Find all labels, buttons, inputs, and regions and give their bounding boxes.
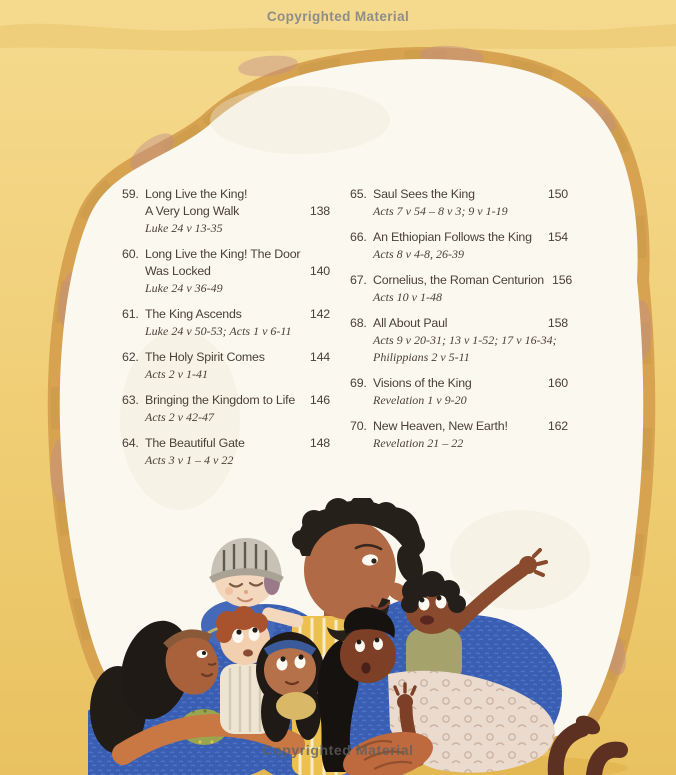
entry-scripture-reference: Acts 2 v 1-41 (145, 367, 208, 381)
entry-page-number: 162 (547, 419, 568, 433)
entry-scripture-reference: Acts 3 v 1 – 4 v 22 (145, 453, 234, 467)
entry-title-line (122, 186, 330, 203)
entry-number: 70. (350, 419, 367, 433)
entry-page-number: 158 (547, 316, 568, 330)
toc-entry-60 (122, 246, 330, 297)
entry-page-number: 154 (547, 230, 568, 244)
entry-scripture-reference: Acts 2 v 42-47 (145, 410, 214, 424)
entry-title-line (350, 186, 568, 203)
toc-left-column (122, 186, 330, 478)
entry-title: The King Ascends (145, 307, 242, 321)
entry-title-line (122, 349, 330, 366)
toc-entry-62 (122, 349, 330, 383)
entry-scripture-reference: Revelation 21 – 22 (373, 436, 464, 450)
entry-page-number: 146 (309, 393, 330, 407)
entry-title-line (350, 375, 568, 392)
toc-entry-65 (350, 186, 568, 220)
entry-page-number: 150 (547, 187, 568, 201)
entry-title: Long Live the King! The Door (145, 247, 301, 261)
entry-title-line (122, 263, 330, 280)
entry-page-number: 142 (309, 307, 330, 321)
entry-scripture-reference: Luke 24 v 36-49 (145, 281, 223, 295)
entry-page-number: 144 (309, 350, 330, 364)
entry-number: 63. (122, 393, 139, 407)
entry-title: Was Locked (145, 264, 211, 278)
entry-number: 62. (122, 350, 139, 364)
toc-entry-66 (350, 229, 568, 263)
entry-title-line (122, 246, 330, 263)
entry-scripture-reference: Luke 24 v 50-53; Acts 1 v 6-11 (145, 324, 292, 338)
copyright-watermark-top: Copyrighted Material (266, 9, 410, 24)
entry-scripture-reference: Revelation 1 v 9-20 (373, 393, 467, 407)
entry-page-number: 148 (309, 436, 330, 450)
entry-title-line (122, 392, 330, 409)
entry-number: 61. (122, 307, 139, 321)
entry-title-line (350, 315, 568, 332)
entry-scripture-reference: Luke 24 v 13-35 (145, 221, 223, 235)
man-hugging-children-illustration (88, 498, 663, 775)
entry-title: All About Paul (373, 316, 448, 330)
toc-right-column (350, 186, 573, 478)
entry-title: Long Live the King! (145, 187, 248, 201)
table-of-contents (122, 186, 573, 478)
entry-page-number: 138 (309, 204, 330, 218)
entry-title-line (122, 203, 330, 220)
entry-title-line (350, 418, 568, 435)
entry-number: 67. (350, 273, 367, 287)
entry-title: A Very Long Walk (145, 204, 240, 218)
entry-scripture-reference: Philippians 2 v 5-11 (373, 350, 470, 364)
toc-entry-59 (122, 186, 330, 237)
entry-scripture-reference: Acts 7 v 54 – 8 v 3; 9 v 1-19 (373, 204, 508, 218)
toc-entry-69 (350, 375, 568, 409)
toc-entry-68 (350, 315, 568, 366)
toc-entry-63 (122, 392, 330, 426)
entry-scripture-reference: Acts 9 v 20-31; 13 v 1-52; 17 v 16-34; (373, 333, 557, 347)
entry-title: The Beautiful Gate (145, 436, 245, 450)
entry-title-line (122, 306, 330, 323)
entry-title: Cornelius, the Roman Centurion (373, 273, 545, 287)
entry-title: Bringing the Kingdom to Life (145, 393, 296, 407)
toc-entry-61 (122, 306, 330, 340)
entry-number: 64. (122, 436, 139, 450)
entry-number: 60. (122, 247, 139, 261)
entry-title: Saul Sees the King (373, 187, 475, 201)
entry-title: Visions of the King (373, 376, 472, 390)
entry-scripture-reference: Acts 8 v 4-8, 26-39 (373, 247, 464, 261)
entry-title-line (350, 272, 573, 289)
toc-entry-67 (350, 272, 573, 306)
toc-entry-70 (350, 418, 568, 452)
entry-title-line (350, 229, 568, 246)
entry-page-number: 160 (547, 376, 568, 390)
entry-page-number: 156 (552, 273, 573, 287)
entry-number: 65. (350, 187, 367, 201)
entry-scripture-reference: Acts 10 v 1-48 (373, 290, 442, 304)
toc-entry-64 (122, 435, 330, 469)
entry-number: 69. (350, 376, 367, 390)
copyright-watermark-bottom: Copyrighted Material (262, 742, 414, 758)
entry-page-number: 140 (309, 264, 330, 278)
entry-number: 59. (122, 187, 139, 201)
entry-number: 66. (350, 230, 367, 244)
entry-title: The Holy Spirit Comes (145, 350, 265, 364)
entry-title: New Heaven, New Earth! (373, 419, 508, 433)
entry-number: 68. (350, 316, 367, 330)
entry-title-line (122, 435, 330, 452)
entry-title: An Ethiopian Follows the King (373, 230, 532, 244)
